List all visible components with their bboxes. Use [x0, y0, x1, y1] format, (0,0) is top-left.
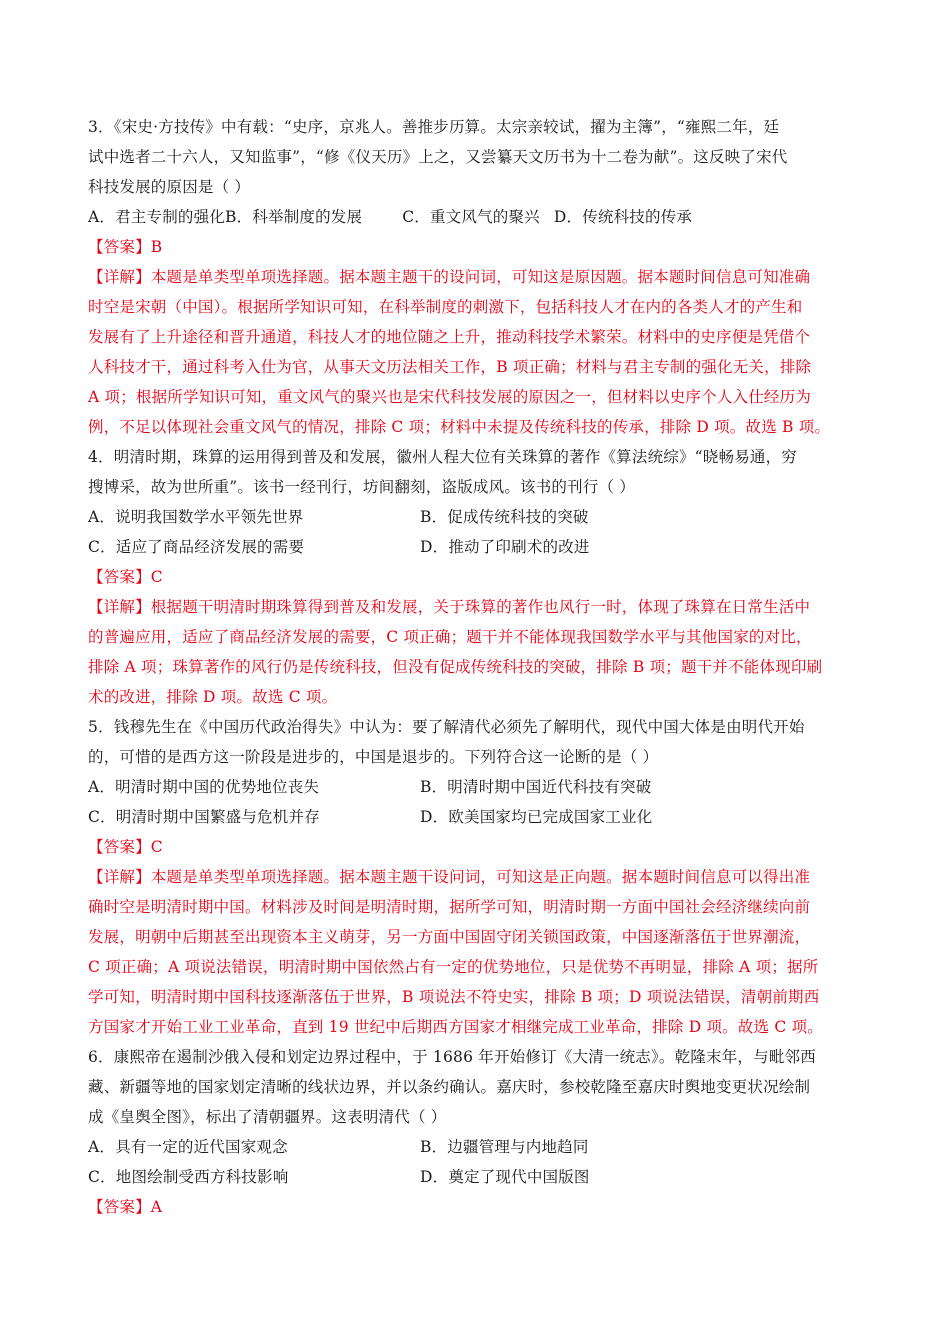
option-d: D．传统科技的传承: [553, 208, 693, 226]
question-stem-line: 4．明清时期，珠算的运用得到普及和发展，徽州人程大位有关珠算的著作《算法统综》“晓畅易通，穷: [88, 448, 797, 466]
options-row: [88, 1132, 860, 1162]
detail-line: A 项；根据所学知识可知，重文风气的聚兴也是宋代科技发展的原因之一，但材料以史序个人入仕经历为: [88, 388, 812, 406]
option-a: A．君主专制的强化: [88, 208, 225, 226]
options-row: [88, 1162, 860, 1192]
option-b: B．科举制度的发展: [225, 208, 363, 226]
options-row: [88, 502, 860, 532]
question-stem-line: 试中选者二十六人，又知监事”，“修《仪天历》上之，又尝纂天文历书为十二卷为献”。这反映了宋代: [88, 148, 788, 166]
option-a: A．明清时期中国的优势地位丧失: [88, 778, 320, 796]
question-6: [88, 1042, 860, 1222]
options-row: [88, 202, 860, 232]
question-stem-line: 科技发展的原因是（ ）: [88, 178, 251, 196]
option-a: A．具有一定的近代国家观念: [88, 1138, 288, 1156]
option-b: B．明清时期中国近代科技有突破: [420, 778, 652, 796]
option-d: D．奠定了现代中国版图: [420, 1168, 590, 1186]
detail-line: 例，不足以体现社会重文风气的情况，排除 C 项；材料中未提及传统科技的传承，排除 D 项。故选 B 项。: [88, 418, 831, 436]
detail-line: 确时空是明清时期中国。材料涉及时间是明清时期，据所学可知，明清时期一方面中国社会经济继续向前: [88, 898, 811, 916]
question-stem-line: 藏、新疆等地的国家划定清晰的线状边界，并以条约确认。嘉庆时，参校乾隆至嘉庆时舆地变更状况绘制: [88, 1078, 811, 1096]
option-d: D．欧美国家均已完成国家工业化: [420, 808, 653, 826]
question-stem-line: 3．《宋史·方技传》中有载：“史序，京兆人。善推步历算。太宗亲较试，擢为主簿”，“雍熙二年，廷: [88, 118, 780, 136]
question-stem-line: 6．康熙帝在遏制沙俄入侵和划定边界过程中，于 1686 年开始修订《大清一统志》。乾隆末年，与毗邻西: [88, 1048, 816, 1066]
answer-label: 【答案】C: [88, 838, 163, 856]
question-stem-line: 的，可惜的是西方这一阶段是进步的，中国是退步的。下列符合这一论断的是（ ）: [88, 748, 659, 766]
option-b: B．促成传统科技的突破: [420, 508, 589, 526]
question-stem-line: 成《皇舆全图》，标出了清朝疆界。这表明清代（ ）: [88, 1108, 447, 1126]
option-a: A．说明我国数学水平领先世界: [88, 508, 304, 526]
detail-line: 【详解】本题是单类型单项选择题。据本题主题干的设问词，可知这是原因题。据本题时间信息可知准确: [88, 268, 811, 286]
answer-label: 【答案】A: [88, 1198, 163, 1216]
detail-line: 术的改进，排除 D 项。故选 C 项。: [88, 688, 338, 706]
option-c: C．适应了商品经济发展的需要: [88, 538, 305, 556]
option-b: B．边疆管理与内地趋同: [420, 1138, 589, 1156]
detail-line: 发展，明朝中后期甚至出现资本主义萌芽，另一方面中国固守闭关锁国政策，中国逐渐落伍于世界潮流，: [88, 928, 811, 946]
question-stem-line: 搜博采，故为世所重”。该书一经刊行，坊间翻刻，盗版成风。该书的刊行（ ）: [88, 478, 636, 496]
question-3: [88, 112, 860, 442]
option-c: C．重文风气的聚兴: [402, 208, 540, 226]
answer-label: 【答案】B: [88, 238, 163, 256]
detail-line: 的普遍应用，适应了商品经济发展的需要，C 项正确；题干并不能体现我国数学水平与其他国家的对比，: [88, 628, 812, 646]
option-c: C．明清时期中国繁盛与危机并存: [88, 808, 320, 826]
detail-line: 发展有了上升途径和晋升通道，科技人才的地位随之上升，推动科技学术繁荣。材料中的史序便是凭借个: [88, 328, 811, 346]
document-page: [88, 112, 860, 1222]
question-5: [88, 712, 860, 1042]
detail-line: 方国家才开始工业工业革命，直到 19 世纪中后期西方国家才相继完成工业革命，排除 D 项。故选 C 项。: [88, 1018, 823, 1036]
question-stem-line: 5．钱穆先生在《中国历代政治得失》中认为：要了解清代必须先了解明代，现代中国大体是由明代开始: [88, 718, 805, 736]
options-row: [88, 802, 860, 832]
options-row: [88, 532, 860, 562]
answer-label: 【答案】C: [88, 568, 163, 586]
option-d: D．推动了印刷术的改进: [420, 538, 590, 556]
detail-line: 排除 A 项；珠算著作的风行仍是传统科技，但没有促成传统科技的突破，排除 B 项；题干并不能体现印刷: [88, 658, 823, 676]
options-row: [88, 772, 860, 802]
detail-line: 【详解】本题是单类型单项选择题。据本题主题干设问词，可知这是正向题。据本题时间信息可以得出准: [88, 868, 811, 886]
option-c: C．地图绘制受西方科技影响: [88, 1168, 289, 1186]
detail-line: 时空是宋朝（中国）。根据所学知识可知，在科举制度的刺激下，包括科技人才在内的各类人才的产生和: [88, 298, 803, 316]
question-4: [88, 442, 860, 712]
detail-line: 学可知，明清时期中国科技逐渐落伍于世界，B 项说法不符史实，排除 B 项；D 项说法错误，清朝前期西: [88, 988, 820, 1006]
detail-line: C 项正确；A 项说法错误，明清时期中国依然占有一定的优势地位，只是优势不再明显，排除 A 项；据所: [88, 958, 819, 976]
detail-line: 【详解】根据题干明清时期珠算得到普及和发展，关于珠算的著作也风行一时，体现了珠算在日常生活中: [88, 598, 811, 616]
detail-line: 人科技才干，通过科考入仕为官，从事天文历法相关工作，B 项正确；材料与君主专制的强化无关，排除: [88, 358, 812, 376]
